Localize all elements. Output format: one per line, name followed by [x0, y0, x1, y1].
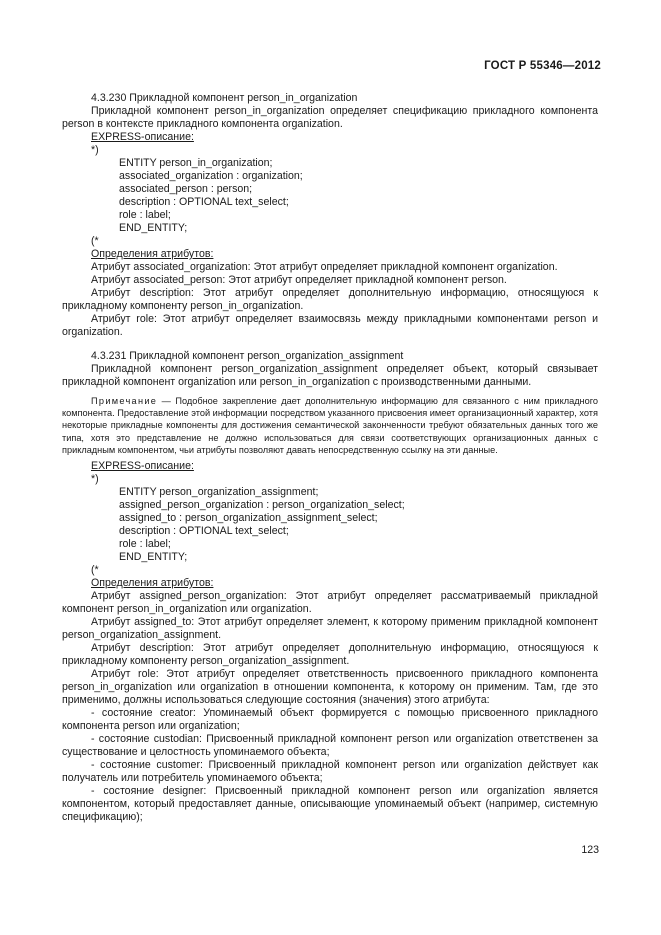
code-line: END_ENTITY;	[119, 222, 188, 234]
code-line: assigned_person_organization : person_organization_select;	[119, 499, 405, 512]
note-paragraph	[62, 395, 598, 456]
section-230-intro: Прикладной компонент person_in_organization определяет спецификацию прикладного компонента person в контексте прикладного компонента organization.	[62, 105, 598, 130]
page-content	[62, 92, 598, 824]
attribute-definition: Атрибут associated_person: Этот атрибут определяет прикладной компонент person.	[91, 274, 507, 286]
express-close-marker: (*	[91, 564, 99, 577]
code-line: ENTITY person_organization_assignment;	[119, 486, 319, 499]
code-line: associated_organization : organization;	[119, 170, 303, 182]
attribute-definition: Атрибут description: Этот атрибут определяет дополнительную информацию, относящуюся к прикладному компоненту person_in_organization.	[62, 287, 598, 312]
role-state-item: - состояние custodian: Присвоенный прикладной компонент person или organization ответственен за существование и целостность упоминаемого объекта;	[62, 733, 598, 759]
code-line: END_ENTITY;	[119, 551, 188, 564]
express-close-marker: (*	[91, 235, 99, 247]
section-231-intro: Прикладной компонент person_organization_assignment определяет объект, который связывает прикладной компонент organization или person_in_organization с производственными данными.	[62, 363, 598, 388]
note-label: Примечание	[91, 396, 158, 406]
express-label: EXPRESS-описание:	[91, 131, 194, 143]
page-number: 123	[581, 844, 599, 856]
code-line: role : label;	[119, 209, 171, 221]
express-open-marker: *)	[91, 473, 99, 486]
note-text: — Подобное закрепление дает дополнительную информацию для связанного с ним прикладного компонента. Предоставление этой информации посредством указанного присвоения имеет организационный характер, хотя некоторые прикладные компоненты для достижения семантической законченности требуют обязательных данных того же типа, хотя это представление не должно использоваться для связи соответствующих организационных данных с прикладным компонентом, чьи атрибуты позволяют давать непосредственную ссылку на эти данные.	[62, 396, 598, 455]
attribute-definition: Атрибут associated_organization: Этот атрибут определяет прикладной компонент organization.	[91, 261, 558, 273]
express-open-marker: *)	[91, 144, 99, 156]
code-line: ENTITY person_in_organization;	[119, 157, 273, 169]
attribute-definition: Атрибут role: Этот атрибут определяет взаимосвязь между прикладными компонентами person и organization.	[62, 313, 598, 338]
role-state-item: - состояние creator: Упоминаемый объект формируется с помощью присвоенного прикладного компонента person или organization;	[62, 707, 598, 733]
express-label: EXPRESS-описание:	[91, 460, 194, 473]
role-state-item: - состояние designer: Присвоенный прикладной компонент person или organization является компонентом, который предоставляет данные, описывающие упоминаемый объект (например, системную спецификацию);	[62, 785, 598, 824]
role-state-item: - состояние customer: Присвоенный прикладной компонент person или organization действует как получатель или потребитель упоминаемого объекта;	[62, 759, 598, 785]
standard-header: ГОСТ Р 55346—2012	[484, 60, 601, 72]
code-line: description : OPTIONAL text_select;	[119, 525, 289, 538]
attribute-definitions-label: Определения атрибутов:	[91, 577, 214, 590]
attribute-definition: Атрибут assigned_to: Этот атрибут определяет элемент, к которому применим прикладной компонент person_organization_assignment.	[62, 616, 598, 642]
attribute-definition: Атрибут role: Этот атрибут определяет ответственность присвоенного прикладного компонента person_in_organization или organization в отношении компонента, к которому он применим. Там, где это применимо, должны использоваться следующие состояния (значения) этого атрибута:	[62, 668, 598, 707]
section-230-title: 4.3.230 Прикладной компонент person_in_organization	[91, 92, 358, 104]
attribute-definitions-label: Определения атрибутов:	[91, 248, 214, 260]
code-line: associated_person : person;	[119, 183, 253, 195]
attribute-definition: Атрибут description: Этот атрибут определяет дополнительную информацию, относящуюся к прикладному компоненту person_organization_assignment.	[62, 642, 598, 668]
code-line: assigned_to : person_organization_assignment_select;	[119, 512, 378, 525]
section-231-title: 4.3.231 Прикладной компонент person_organization_assignment	[91, 350, 404, 362]
attribute-definition: Атрибут assigned_person_organization: Этот атрибут определяет рассматриваемый прикладной компонент person_in_organization или organization.	[62, 590, 598, 616]
code-line: description : OPTIONAL text_select;	[119, 196, 289, 208]
code-line: role : label;	[119, 538, 171, 551]
